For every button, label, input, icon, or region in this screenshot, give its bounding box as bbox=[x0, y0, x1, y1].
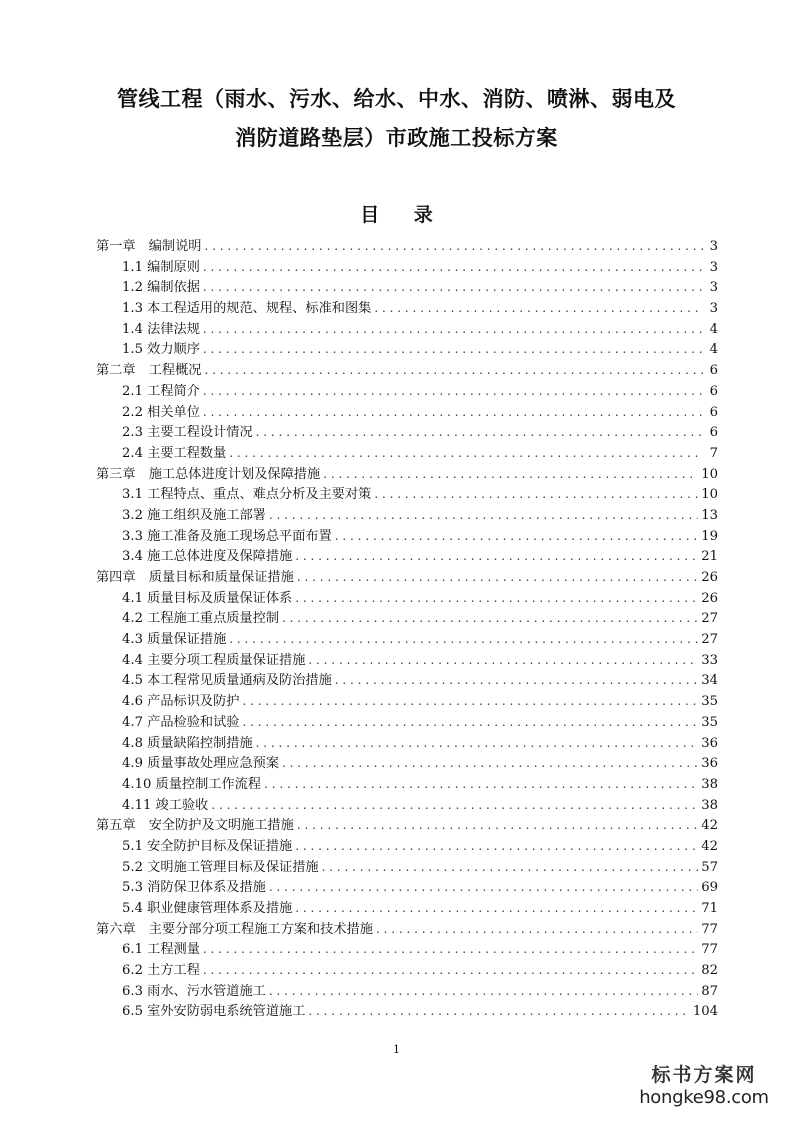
toc-entry-label: 4.9 质量事故处理应急预案 bbox=[122, 756, 280, 772]
toc-leader-dots bbox=[203, 339, 703, 360]
toc-section-entry bbox=[96, 443, 718, 464]
toc-section-entry bbox=[96, 505, 718, 526]
toc-entry-label: 1.4 法律法规 bbox=[122, 321, 200, 337]
toc-entry-label: 3.4 施工总体进度及保障措施 bbox=[122, 549, 293, 565]
toc-section-entry bbox=[96, 712, 718, 733]
toc-entry-page: 87 bbox=[701, 983, 718, 999]
toc-entry-page: 42 bbox=[701, 818, 718, 834]
toc-section-entry bbox=[96, 402, 718, 423]
toc-entry-label: 4.2 工程施工重点质量控制 bbox=[122, 611, 280, 627]
toc-section-entry bbox=[96, 939, 718, 960]
toc-leader-dots bbox=[297, 567, 698, 588]
toc-leader-dots bbox=[269, 877, 698, 898]
page-number: 1 bbox=[393, 1043, 400, 1056]
toc-leader-dots bbox=[295, 836, 698, 857]
toc-entry-label: 4.4 主要分项工程质量保证措施 bbox=[122, 652, 306, 668]
toc-entry-label: 6.5 室外安防弱电系统管道施工 bbox=[122, 1004, 306, 1020]
watermark-url: hongke98.com bbox=[639, 1087, 769, 1108]
toc-heading: 目 录 bbox=[360, 204, 447, 226]
toc-section-entry bbox=[96, 257, 718, 278]
toc-entry-page: 27 bbox=[701, 632, 718, 648]
toc-leader-dots bbox=[203, 257, 703, 278]
toc-section-entry bbox=[96, 670, 718, 691]
toc-entry-label: 2.1 工程简介 bbox=[122, 383, 200, 399]
toc-leader-dots bbox=[203, 381, 703, 402]
toc-entry-page: 36 bbox=[701, 756, 718, 772]
toc-leader-dots bbox=[269, 505, 698, 526]
toc-entry-page: 57 bbox=[701, 859, 718, 875]
toc-section-entry bbox=[96, 691, 718, 712]
toc-entry-label: 2.3 主要工程设计情况 bbox=[122, 425, 253, 441]
toc-entry-label: 6.2 土方工程 bbox=[122, 963, 200, 979]
toc-entry-page: 42 bbox=[701, 838, 718, 854]
toc-entry-label: 第六章 主要分部分项工程施工方案和技术措施 bbox=[96, 921, 373, 937]
toc-entry-page: 71 bbox=[701, 901, 718, 916]
toc-section-entry bbox=[96, 339, 718, 360]
toc-entry-page: 77 bbox=[701, 942, 718, 958]
toc-entry-page: 13 bbox=[701, 507, 718, 523]
toc-entry-label: 4.1 质量目标及质量保证体系 bbox=[122, 590, 293, 606]
toc-leader-dots bbox=[242, 691, 698, 712]
toc-leader-dots bbox=[297, 815, 698, 836]
toc-leader-dots bbox=[295, 588, 698, 609]
toc-section-entry bbox=[96, 546, 718, 567]
toc-leader-dots bbox=[203, 277, 703, 298]
toc-section-entry bbox=[96, 857, 718, 878]
toc-entry-page: 19 bbox=[701, 528, 718, 544]
toc-section-entry bbox=[96, 319, 718, 340]
toc-entry-page: 4 bbox=[709, 321, 718, 337]
toc-leader-dots bbox=[203, 402, 703, 423]
toc-section-entry bbox=[96, 774, 718, 795]
toc-section-entry bbox=[96, 836, 718, 857]
toc-leader-dots bbox=[282, 753, 698, 774]
toc-leader-dots bbox=[295, 898, 698, 919]
toc-section-entry bbox=[96, 795, 718, 816]
toc-entry-label: 3.2 施工组织及施工部署 bbox=[122, 507, 266, 523]
toc-entry-page: 6 bbox=[709, 363, 718, 379]
toc-entry-label: 4.7 产品检验和试验 bbox=[122, 714, 240, 730]
toc-section-entry bbox=[96, 484, 718, 505]
toc-entry-page: 33 bbox=[701, 652, 718, 668]
toc-entry-page: 34 bbox=[701, 673, 718, 689]
toc-entry-label: 第四章 质量目标和质量保证措施 bbox=[96, 570, 294, 585]
toc-section-entry bbox=[96, 1001, 718, 1022]
toc-entry-page: 6 bbox=[709, 404, 718, 420]
toc-section-entry bbox=[96, 629, 718, 650]
toc-entry-page: 27 bbox=[701, 611, 718, 627]
toc-chapter-entry bbox=[96, 236, 718, 257]
toc-chapter-entry bbox=[96, 464, 718, 485]
toc-entry-label: 第三章 施工总体进度计划及保障措施 bbox=[96, 466, 321, 482]
toc-entry-page: 7 bbox=[709, 445, 718, 461]
toc-entry-page: 26 bbox=[701, 570, 718, 585]
toc-entry-page: 38 bbox=[701, 776, 718, 792]
toc-entry-label: 5.1 安全防护目标及保证措施 bbox=[122, 838, 293, 854]
toc-entry-label: 4.5 本工程常见质量通病及防治措施 bbox=[122, 673, 332, 689]
toc-chapter-entry bbox=[96, 919, 718, 940]
toc-section-entry bbox=[96, 608, 718, 629]
toc-leader-dots bbox=[205, 360, 704, 381]
toc-entry-page: 35 bbox=[701, 694, 718, 710]
toc-leader-dots bbox=[374, 298, 703, 319]
toc-entry-label: 4.3 质量保证措施 bbox=[122, 632, 227, 648]
toc-entry-page: 3 bbox=[709, 239, 718, 254]
toc-entry-label: 第一章 编制说明 bbox=[96, 239, 202, 254]
document-title bbox=[60, 80, 733, 158]
toc-entry-page: 6 bbox=[709, 383, 718, 399]
toc-section-entry bbox=[96, 898, 718, 919]
toc-leader-dots bbox=[282, 608, 698, 629]
toc-leader-dots bbox=[308, 650, 698, 671]
toc-entry-label: 4.11 竣工验收 bbox=[122, 797, 209, 813]
toc-leader-dots bbox=[269, 981, 698, 1002]
toc-entry-label: 6.1 工程测量 bbox=[122, 942, 200, 958]
toc-leader-dots bbox=[203, 319, 703, 340]
toc-entry-label: 第五章 安全防护及文明施工措施 bbox=[96, 818, 294, 834]
toc-chapter-entry bbox=[96, 567, 718, 588]
toc-section-entry bbox=[96, 588, 718, 609]
toc-entry-page: 10 bbox=[701, 466, 718, 482]
title-line-1: 管线工程（雨水、污水、给水、中水、消防、喷淋、弱电及 bbox=[117, 87, 676, 111]
toc-section-entry bbox=[96, 733, 718, 754]
toc-chapter-entry bbox=[96, 360, 718, 381]
toc-entry-label: 3.1 工程特点、重点、难点分析及主要对策 bbox=[122, 487, 372, 503]
toc-entry-page: 69 bbox=[701, 880, 718, 896]
toc-chapter-entry bbox=[96, 815, 718, 836]
title-line-2: 消防道路垫层）市政施工投标方案 bbox=[235, 126, 558, 150]
toc-section-entry bbox=[96, 298, 718, 319]
toc-section-entry bbox=[96, 381, 718, 402]
toc-leader-dots bbox=[295, 546, 698, 567]
toc-leader-dots bbox=[205, 236, 704, 257]
toc-section-entry bbox=[96, 422, 718, 443]
toc-section-entry bbox=[96, 960, 718, 981]
table-of-contents bbox=[96, 236, 718, 1022]
toc-entry-page: 3 bbox=[709, 259, 718, 275]
toc-leader-dots bbox=[374, 484, 698, 505]
toc-entry-page: 21 bbox=[701, 549, 718, 565]
toc-section-entry bbox=[96, 277, 718, 298]
toc-entry-label: 6.3 雨水、污水管道施工 bbox=[122, 983, 266, 999]
toc-entry-label: 4.10 质量控制工作流程 bbox=[122, 776, 262, 792]
toc-entry-page: 104 bbox=[692, 1004, 718, 1020]
toc-entry-label: 1.2 编制依据 bbox=[122, 280, 200, 296]
toc-entry-page: 4 bbox=[709, 342, 718, 358]
toc-entry-label: 4.6 产品标识及防护 bbox=[122, 694, 240, 710]
watermark-name: 标书方案网 bbox=[651, 1064, 757, 1086]
toc-entry-label: 1.5 效力顺序 bbox=[122, 342, 200, 358]
toc-section-entry bbox=[96, 650, 718, 671]
toc-entry-page: 35 bbox=[701, 714, 718, 730]
toc-entry-page: 77 bbox=[701, 921, 718, 937]
toc-leader-dots bbox=[322, 857, 699, 878]
toc-entry-label: 1.3 本工程适用的规范、规程、标准和图集 bbox=[122, 301, 372, 317]
toc-section-entry bbox=[96, 981, 718, 1002]
toc-entry-label: 5.4 职业健康管理体系及措施 bbox=[122, 901, 293, 916]
toc-leader-dots bbox=[308, 1001, 689, 1022]
toc-entry-page: 38 bbox=[701, 797, 718, 813]
toc-section-entry bbox=[96, 877, 718, 898]
toc-section-entry bbox=[96, 526, 718, 547]
toc-entry-label: 3.3 施工准备及施工现场总平面布置 bbox=[122, 528, 332, 544]
toc-entry-page: 3 bbox=[709, 301, 718, 317]
watermark-logo bbox=[629, 1060, 779, 1108]
toc-leader-dots bbox=[211, 795, 698, 816]
toc-entry-page: 6 bbox=[709, 425, 718, 441]
toc-entry-label: 第二章 工程概况 bbox=[96, 363, 202, 379]
toc-leader-dots bbox=[229, 443, 703, 464]
toc-entry-page: 3 bbox=[709, 280, 718, 296]
toc-entry-label: 5.2 文明施工管理目标及保证措施 bbox=[122, 859, 319, 875]
toc-leader-dots bbox=[203, 960, 698, 981]
toc-leader-dots bbox=[256, 733, 699, 754]
toc-leader-dots bbox=[256, 422, 703, 443]
toc-section-entry bbox=[96, 753, 718, 774]
toc-leader-dots bbox=[264, 774, 698, 795]
toc-entry-label: 2.4 主要工程数量 bbox=[122, 445, 227, 461]
toc-entry-label: 2.2 相关单位 bbox=[122, 404, 200, 420]
toc-leader-dots bbox=[323, 464, 698, 485]
toc-entry-page: 36 bbox=[701, 735, 718, 751]
toc-entry-label: 1.1 编制原则 bbox=[122, 259, 200, 275]
toc-leader-dots bbox=[335, 670, 698, 691]
toc-leader-dots bbox=[376, 919, 698, 940]
toc-entry-label: 5.3 消防保卫体系及措施 bbox=[122, 880, 266, 896]
toc-entry-page: 82 bbox=[701, 963, 718, 979]
toc-leader-dots bbox=[335, 526, 698, 547]
toc-entry-page: 10 bbox=[701, 487, 718, 503]
toc-entry-page: 26 bbox=[701, 590, 718, 606]
toc-leader-dots bbox=[229, 629, 698, 650]
toc-leader-dots bbox=[203, 939, 698, 960]
toc-leader-dots bbox=[242, 712, 698, 733]
toc-entry-label: 4.8 质量缺陷控制措施 bbox=[122, 735, 253, 751]
